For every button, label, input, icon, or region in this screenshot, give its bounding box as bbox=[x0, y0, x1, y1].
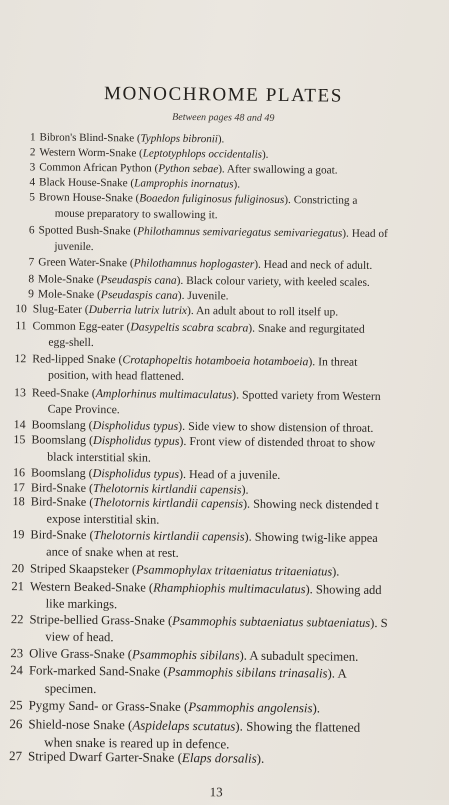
plate-number: 3 bbox=[29, 161, 36, 174]
common-name: Bird-Snake ( bbox=[30, 527, 94, 543]
plate-note: ). After swallowing a goat. bbox=[218, 163, 338, 177]
scientific-name: Typhlops bibronii bbox=[140, 132, 218, 146]
plate-note: ). Showing the flattened bbox=[235, 718, 361, 735]
common-name: Reed-Snake ( bbox=[31, 385, 96, 401]
common-name: Common African Python ( bbox=[39, 161, 159, 175]
common-name: Brown House-Snake ( bbox=[38, 191, 140, 205]
plate-number: 2 bbox=[29, 146, 36, 159]
plate-description bbox=[32, 384, 381, 420]
plate-number: 26 bbox=[9, 716, 23, 732]
common-name: Black House-Snake ( bbox=[39, 176, 135, 190]
common-name: Stripe-bellied Grass-Snake ( bbox=[29, 612, 173, 628]
common-name: Western Beaked-Snake ( bbox=[29, 579, 154, 595]
plate-note: ). Side view to show distension of throat. bbox=[178, 418, 374, 435]
plate-note-continued: ance of snake when at rest. bbox=[46, 544, 179, 560]
plate-number: 27 bbox=[9, 748, 23, 764]
plate-number: 14 bbox=[13, 417, 26, 432]
plate-description bbox=[30, 578, 382, 616]
plate-number: 19 bbox=[12, 527, 25, 542]
common-name: Boomslang ( bbox=[30, 465, 93, 480]
common-name: Spotted Bush-Snake ( bbox=[38, 224, 138, 238]
plate-note-continued: when snake is reared up in defence. bbox=[44, 734, 230, 752]
plate-description bbox=[38, 223, 388, 258]
common-name: Mole-Snake ( bbox=[37, 288, 101, 302]
common-name: Bird-Snake ( bbox=[30, 480, 94, 496]
plate-note: ). In threat bbox=[308, 355, 358, 369]
common-name: Boomslang ( bbox=[31, 432, 94, 447]
plate-number: 21 bbox=[11, 579, 24, 594]
plate-number: 7 bbox=[28, 256, 35, 269]
scientific-name: Boaedon fuliginosus fuliginosus bbox=[139, 192, 285, 206]
plate-number: 13 bbox=[14, 385, 26, 400]
plate-number: 18 bbox=[12, 494, 25, 509]
common-name: Western Worm-Snake ( bbox=[39, 146, 143, 160]
scientific-name: Aspidelaps scutatus bbox=[132, 717, 236, 734]
plate-description bbox=[32, 351, 357, 387]
plate-description bbox=[29, 662, 347, 701]
scientific-name: Elaps dorsalis bbox=[181, 749, 257, 766]
common-name: Mole-Snake ( bbox=[38, 273, 101, 287]
scientific-name: Philothamnus hoplogaster bbox=[133, 257, 255, 271]
plate-note: ). bbox=[332, 564, 340, 579]
scientific-name: Amplorhinus multimaculatus bbox=[95, 386, 233, 402]
plate-note: ). An adult about to roll itself up. bbox=[186, 304, 339, 319]
plate-number: 8 bbox=[28, 273, 35, 286]
common-name: Pygmy Sand- or Grass-Snake ( bbox=[28, 698, 189, 715]
plate-note: ). Showing neck distended t bbox=[242, 496, 379, 512]
plate-number: 22 bbox=[10, 612, 24, 627]
scientific-name: Duberria lutrix lutrix bbox=[88, 303, 188, 317]
common-name: Bibron's Blind-Snake ( bbox=[39, 131, 141, 145]
plate-number: 9 bbox=[28, 288, 34, 301]
plate-note: ). Juvenile. bbox=[177, 289, 229, 303]
plate-note-continued: view of head. bbox=[45, 629, 114, 645]
scientific-name: Philothamnus semivariegatus semivariegatus bbox=[137, 225, 343, 240]
scientific-name: Thelotornis kirtlandii capensis bbox=[92, 481, 242, 497]
plate-entry bbox=[0, 223, 428, 253]
page-number: 13 bbox=[209, 784, 223, 800]
plate-description bbox=[32, 318, 364, 354]
plate-note-continued: specimen. bbox=[44, 681, 97, 696]
plate-number: 5 bbox=[29, 191, 35, 204]
common-name: Shield-nose Snake ( bbox=[28, 716, 133, 733]
scientific-name: Lamprophis inornatus bbox=[134, 177, 234, 191]
plate-number: 24 bbox=[10, 663, 24, 678]
plate-description bbox=[28, 747, 264, 767]
scientific-name: Psammophis subtaeniatus subtaeniatus bbox=[172, 613, 371, 630]
plate-note-continued: expose interstitial skin. bbox=[46, 511, 160, 527]
common-name: Striped Dwarf Garter-Snake ( bbox=[28, 748, 183, 765]
plate-description bbox=[39, 190, 358, 225]
common-name: Boomslang ( bbox=[31, 417, 93, 432]
scientific-name: Thelotornis kirtlandii capensis bbox=[93, 495, 244, 511]
plate-note: ). Head of a juvenile. bbox=[178, 466, 281, 482]
plate-entry bbox=[0, 130, 429, 146]
plate-note: ). Spotted variety from Western bbox=[232, 387, 381, 404]
plate-number: 6 bbox=[28, 224, 35, 237]
plate-number: 17 bbox=[12, 480, 25, 495]
plate-note-continued: juvenile. bbox=[54, 240, 94, 253]
common-name: Fork-marked Sand-Snake ( bbox=[28, 663, 168, 679]
common-name: Slug-Eater ( bbox=[32, 303, 89, 316]
scientific-name: Thelotornis kirtlandii capensis bbox=[93, 528, 245, 544]
plate-number: 4 bbox=[29, 176, 36, 189]
scientific-name: Python sebae bbox=[158, 162, 219, 176]
plate-description bbox=[38, 255, 372, 274]
common-name: Green Water-Snake ( bbox=[38, 256, 134, 270]
common-name: Bird-Snake ( bbox=[30, 494, 94, 510]
plate-note: ). Head and neck of adult. bbox=[254, 258, 373, 272]
scientific-name: Psammophis sibilans trinasalis bbox=[167, 664, 328, 681]
plates-list bbox=[0, 130, 448, 766]
plate-note-continued: egg-shell. bbox=[48, 335, 94, 350]
plate-number: 12 bbox=[14, 352, 27, 366]
plate-note: ). bbox=[233, 178, 241, 191]
plate-note: ). S bbox=[370, 615, 388, 631]
common-name: Olive Grass-Snake ( bbox=[29, 646, 133, 662]
common-name: Red-lipped Snake ( bbox=[32, 352, 123, 367]
plate-note: ). Black colour variety, with keeled scales. bbox=[176, 274, 370, 289]
plate-note: ). A bbox=[327, 666, 347, 681]
plate-number: 20 bbox=[11, 561, 25, 576]
scientific-name: Dispholidus typus bbox=[92, 465, 180, 481]
plate-number: 11 bbox=[15, 319, 27, 333]
scientific-name: Psammophis angolensis bbox=[188, 700, 313, 716]
scientific-name: Dasypeltis scabra scabra bbox=[130, 320, 249, 335]
plate-number: 16 bbox=[12, 465, 26, 480]
scientific-name: Pseudaspis cana bbox=[100, 274, 177, 287]
plate-note: ). bbox=[312, 701, 321, 716]
plate-description bbox=[30, 526, 378, 564]
plate-description bbox=[30, 493, 378, 530]
plate-number: 15 bbox=[13, 432, 26, 447]
scientific-name: Rhamphiophis multimaculatus bbox=[153, 580, 306, 597]
plate-note-continued: Cape Province. bbox=[47, 401, 120, 417]
scientific-name: Psammophis sibilans bbox=[131, 647, 240, 663]
plate-description bbox=[29, 611, 388, 650]
plate-note: ). Snake and regurgitated bbox=[248, 321, 365, 336]
scientific-name: Dispholidus typus bbox=[92, 417, 179, 433]
plate-description bbox=[30, 560, 340, 580]
plate-note: ). bbox=[261, 148, 269, 161]
plate-note: ). A subadult specimen. bbox=[239, 648, 359, 664]
plate-number: 23 bbox=[10, 646, 24, 661]
plate-note: ). Head of bbox=[342, 227, 388, 241]
page-title: MONOCHROME PLATES bbox=[103, 83, 344, 107]
scientific-name: Psammophylax tritaeniatus tritaeniatus bbox=[135, 562, 333, 579]
plate-note: ). Showing add bbox=[305, 582, 382, 598]
plate-number: 10 bbox=[15, 303, 27, 316]
page-subtitle: Between pages 48 and 49 bbox=[172, 111, 275, 124]
plate-note: ). Constricting a bbox=[284, 193, 358, 207]
scientific-name: Leptotyphlops occidentalis bbox=[142, 147, 263, 161]
common-name: Striped Skaapsteker ( bbox=[29, 561, 137, 577]
plate-note-continued: mouse preparatory to swallowing it. bbox=[54, 207, 218, 221]
plate-note-continued: like markings. bbox=[45, 596, 118, 612]
plate-note-continued: black interstitial skin. bbox=[47, 449, 151, 465]
plate-note: ). bbox=[217, 133, 225, 146]
scientific-name: Pseudaspis cana bbox=[100, 289, 178, 302]
plate-note: ). Showing twig-like appea bbox=[244, 529, 378, 545]
plate-note: ). Front view of distended throat to show bbox=[179, 433, 376, 450]
plate-note-continued: position, with head flattened. bbox=[48, 368, 185, 384]
common-name: Common Egg-eater ( bbox=[32, 319, 131, 334]
scientific-name: Dispholidus typus bbox=[92, 432, 180, 448]
plate-number: 1 bbox=[30, 131, 36, 144]
plate-note: ). bbox=[256, 750, 265, 766]
scientific-name: Crotaphopeltis hotamboeia hotamboeia bbox=[122, 353, 309, 369]
plate-description bbox=[31, 431, 375, 468]
plate-number: 25 bbox=[9, 698, 23, 713]
plate-note: ). bbox=[241, 482, 249, 497]
